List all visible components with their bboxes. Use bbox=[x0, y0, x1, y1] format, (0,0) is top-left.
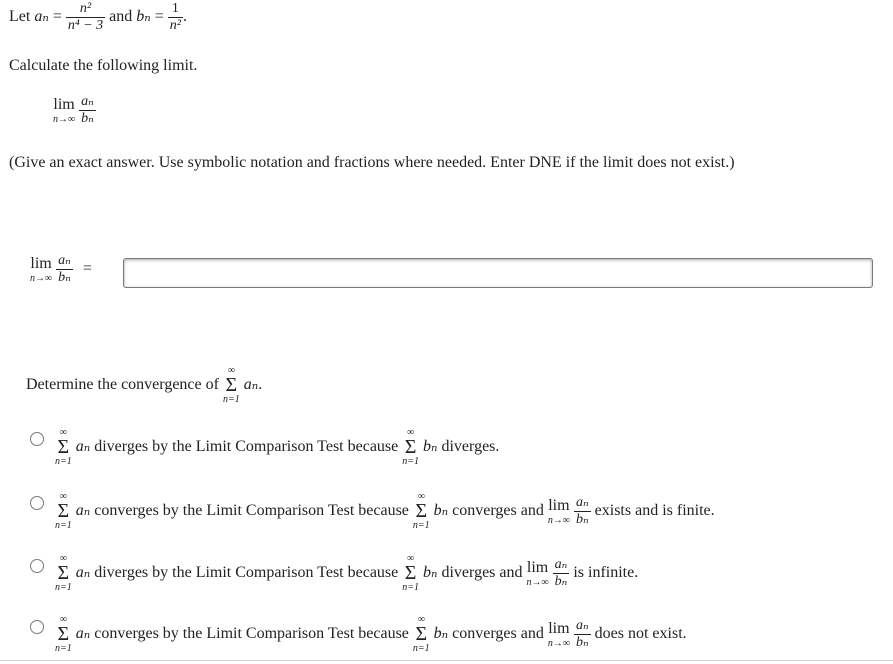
option-3-sigma-b-icon: Σ bbox=[404, 562, 417, 584]
option-4-sum-a bbox=[55, 615, 72, 654]
option-4-text1: converges by the Limit Comparison Test because bbox=[94, 625, 409, 643]
lim-subscript-answer: n→∞ bbox=[30, 272, 53, 284]
option-4-sum-a-lower: n=1 bbox=[55, 643, 72, 654]
bottom-divider bbox=[0, 660, 893, 661]
series-term: aₙ bbox=[243, 376, 259, 394]
a-n-numerator: n² bbox=[79, 1, 92, 16]
option-1-sum-b-upper: ∞ bbox=[407, 427, 415, 438]
option-1-b-term: bₙ bbox=[423, 438, 438, 456]
answer-numerator: aₙ bbox=[58, 253, 71, 268]
option-4-sigma-a-icon: Σ bbox=[57, 623, 70, 645]
option-3-a-term: aₙ bbox=[75, 564, 91, 582]
option-3-lim bbox=[527, 560, 549, 588]
option-3-sum-a-lower: n=1 bbox=[55, 582, 72, 593]
option-3-b-term: bₙ bbox=[423, 564, 438, 582]
option-4-lim-subscript: n→∞ bbox=[547, 637, 570, 649]
option-1-sum-a bbox=[55, 428, 72, 467]
option-4-text3: does not exist. bbox=[594, 625, 687, 643]
and-text: and bbox=[109, 8, 133, 26]
lim-operator bbox=[53, 97, 75, 125]
option-4-denominator: bₙ bbox=[575, 635, 589, 650]
option-4-numerator: aₙ bbox=[575, 618, 589, 633]
equals-sign: = bbox=[52, 8, 62, 26]
option-3-radio[interactable] bbox=[30, 559, 44, 573]
option-4-sigma-b-icon: Σ bbox=[415, 623, 428, 645]
lim-subscript: n→∞ bbox=[53, 113, 76, 125]
b-n-denominator: n² bbox=[169, 18, 181, 33]
option-4-radio[interactable] bbox=[30, 620, 44, 634]
option-2-lim-label: lim bbox=[548, 496, 570, 514]
sequence-definition bbox=[9, 2, 187, 33]
b-n-numerator: 1 bbox=[171, 1, 179, 16]
option-2-sum-b-lower: n=1 bbox=[412, 520, 430, 531]
option-2-sum-a bbox=[55, 492, 72, 531]
option-2-label[interactable] bbox=[55, 492, 715, 531]
option-4-lim bbox=[548, 621, 570, 649]
option-2-sum-b-upper: ∞ bbox=[417, 491, 425, 502]
option-1-sigma-a-icon: Σ bbox=[57, 436, 70, 458]
instruction-text: Calculate the following limit. bbox=[9, 57, 198, 74]
option-4-sum-b bbox=[413, 615, 430, 654]
option-3-text2: diverges and bbox=[441, 564, 523, 582]
convergence-prompt-text: Determine the convergence of bbox=[26, 376, 219, 394]
convergence-prompt bbox=[26, 366, 262, 405]
option-1-a-term: aₙ bbox=[75, 438, 91, 456]
option-4-sum-b-lower: n=1 bbox=[412, 643, 430, 654]
option-1-text2: diverges. bbox=[441, 438, 500, 456]
answer-note: (Give an exact answer. Use symbolic notation and fractions where needed. Enter DNE if the limit does not exist.) bbox=[9, 154, 735, 171]
option-3-denominator: bₙ bbox=[554, 574, 568, 589]
option-2-radio[interactable] bbox=[30, 496, 44, 510]
option-1-label[interactable] bbox=[55, 428, 499, 467]
b-n-symbol: bₙ bbox=[136, 8, 151, 26]
option-2-text2: converges and bbox=[452, 502, 544, 520]
option-2-text3: exists and is finite. bbox=[594, 502, 715, 520]
answer-limit-expression bbox=[30, 254, 92, 285]
a-n-denominator: n⁴ − 3 bbox=[67, 18, 104, 33]
option-2-text1: converges by the Limit Comparison Test because bbox=[94, 502, 409, 520]
option-2-sigma-a-icon: Σ bbox=[57, 500, 70, 522]
option-2-sum-b bbox=[413, 492, 430, 531]
option-3-lim-label: lim bbox=[526, 558, 549, 576]
option-2-a-term: aₙ bbox=[75, 502, 91, 520]
limit-expression bbox=[53, 95, 96, 126]
limit-answer-input[interactable] bbox=[123, 258, 873, 288]
a-n-symbol: aₙ bbox=[34, 8, 49, 26]
sum-lower: n=1 bbox=[222, 394, 240, 405]
option-3-text1: diverges by the Limit Comparison Test because bbox=[94, 564, 399, 582]
option-4-a-term: aₙ bbox=[75, 625, 91, 643]
option-3-sum-a-upper: ∞ bbox=[59, 553, 67, 564]
option-2-numerator: aₙ bbox=[575, 495, 589, 510]
option-3-label[interactable] bbox=[55, 554, 638, 593]
option-1-radio[interactable] bbox=[30, 432, 44, 446]
option-3-sigma-a-icon: Σ bbox=[57, 562, 70, 584]
let-text: Let bbox=[9, 8, 31, 26]
series-sum bbox=[223, 366, 240, 405]
option-2-sum-a-upper: ∞ bbox=[59, 491, 67, 502]
lim-operator-answer bbox=[30, 256, 52, 284]
option-4-text2: converges and bbox=[452, 625, 544, 643]
option-1-sum-b bbox=[402, 428, 419, 467]
option-4-b-term: bₙ bbox=[433, 625, 449, 643]
prompt-period: . bbox=[258, 376, 263, 394]
option-4-sum-a-upper: ∞ bbox=[59, 614, 67, 625]
option-2-sigma-b-icon: Σ bbox=[415, 500, 428, 522]
option-2-fraction bbox=[574, 496, 591, 527]
equals-sign-2: = bbox=[154, 8, 164, 26]
answer-denominator: bₙ bbox=[58, 270, 71, 285]
option-3-lim-subscript: n→∞ bbox=[526, 576, 549, 588]
sum-upper: ∞ bbox=[227, 365, 235, 376]
option-4-fraction bbox=[574, 619, 591, 650]
period: . bbox=[183, 8, 187, 26]
answer-equals: = bbox=[82, 260, 92, 278]
option-3-fraction bbox=[553, 558, 570, 589]
option-4-sum-b-upper: ∞ bbox=[417, 614, 425, 625]
answer-fraction bbox=[56, 254, 73, 285]
option-1-sum-a-lower: n=1 bbox=[55, 456, 72, 467]
a-n-fraction bbox=[66, 2, 105, 33]
limit-fraction bbox=[79, 95, 96, 126]
limit-numerator: aₙ bbox=[81, 94, 94, 109]
sigma-icon: Σ bbox=[225, 374, 238, 396]
option-1-sum-b-lower: n=1 bbox=[402, 456, 419, 467]
option-1-sigma-b-icon: Σ bbox=[404, 436, 417, 458]
option-3-sum-a bbox=[55, 554, 72, 593]
option-2-sum-a-lower: n=1 bbox=[55, 520, 72, 531]
option-2-lim bbox=[548, 498, 570, 526]
lim-label: lim bbox=[53, 95, 75, 113]
option-2-b-term: bₙ bbox=[433, 502, 449, 520]
option-3-sum-b-upper: ∞ bbox=[407, 553, 415, 564]
option-3-text3: is infinite. bbox=[573, 564, 639, 582]
option-1-sum-a-upper: ∞ bbox=[59, 427, 67, 438]
option-2-lim-subscript: n→∞ bbox=[547, 514, 570, 526]
option-2-denominator: bₙ bbox=[575, 512, 589, 527]
lim-label-answer: lim bbox=[30, 254, 52, 272]
limit-denominator: bₙ bbox=[81, 111, 94, 126]
option-4-label[interactable] bbox=[55, 615, 687, 654]
option-1-text1: diverges by the Limit Comparison Test because bbox=[94, 438, 399, 456]
option-3-sum-b-lower: n=1 bbox=[402, 582, 419, 593]
option-3-sum-b bbox=[402, 554, 419, 593]
option-3-numerator: aₙ bbox=[554, 557, 568, 572]
b-n-fraction bbox=[168, 2, 183, 33]
option-4-lim-label: lim bbox=[548, 619, 570, 637]
